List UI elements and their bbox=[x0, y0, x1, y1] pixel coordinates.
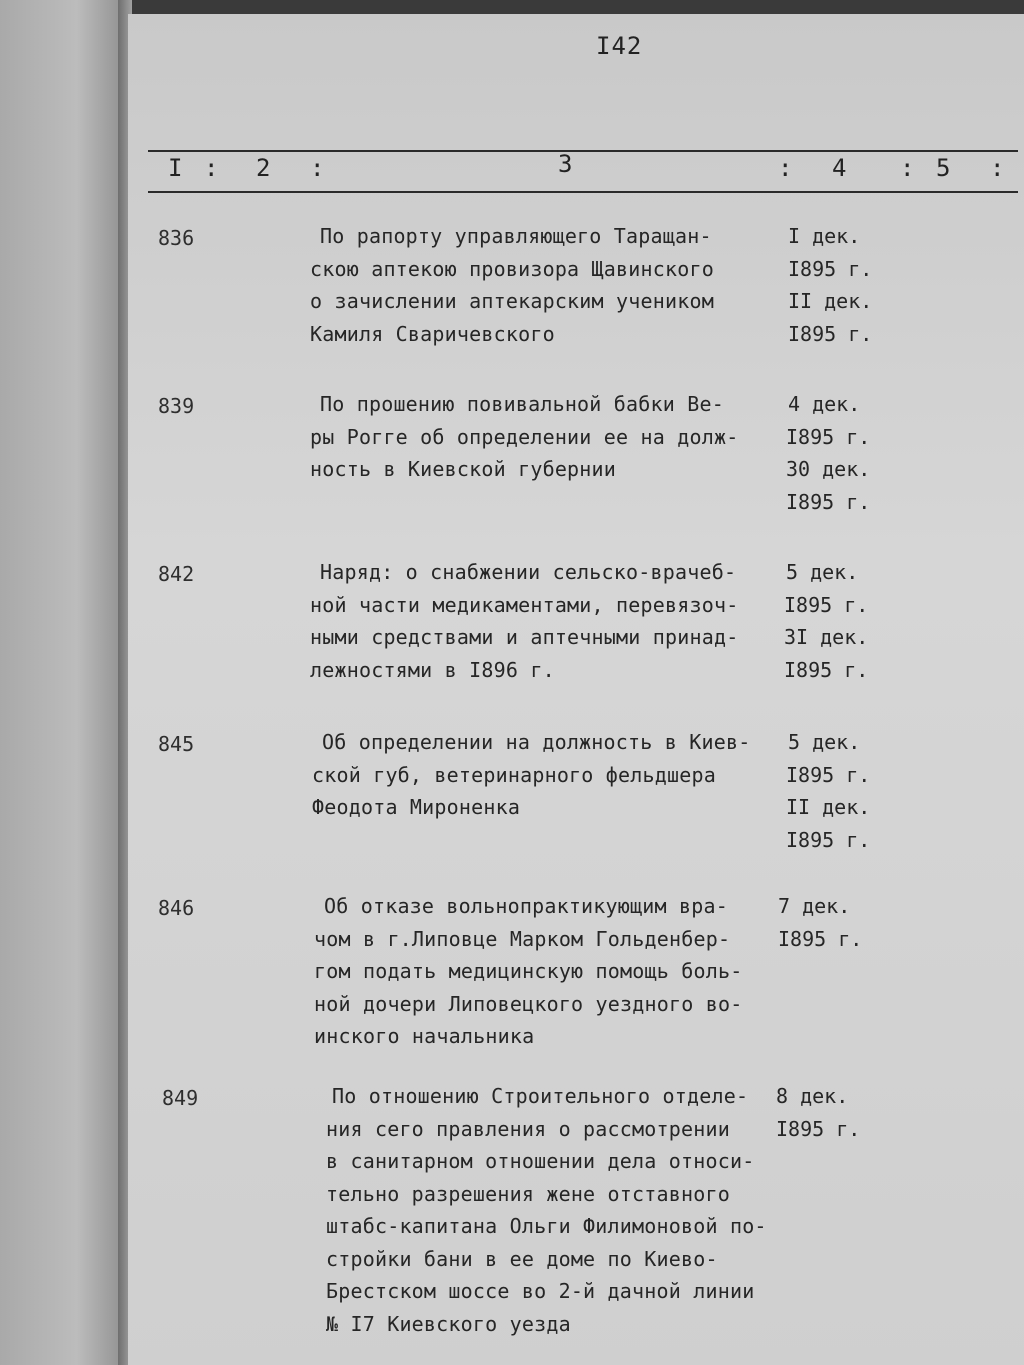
left-page-edge bbox=[0, 0, 128, 1365]
entry-text-line: ры Рогге об определении ее на долж- bbox=[310, 424, 739, 449]
entry-text-line: По прошению повивальной бабки Ве- bbox=[320, 392, 724, 416]
entry-number: 842 bbox=[158, 562, 195, 586]
entry-date: I895 г. bbox=[788, 321, 873, 346]
entry-text-line: Наряд: о снабжении сельско-врачеб- bbox=[320, 560, 737, 584]
entry-text-line: о зачислении аптекарским учеником bbox=[310, 289, 714, 313]
entry-text-line: ными средствами и аптечными принад- bbox=[310, 625, 739, 649]
entry-text-line: гом подать медицинскую помощь боль- bbox=[314, 959, 743, 983]
entry-date: 5 дек. bbox=[786, 560, 859, 584]
entry-text-line: № I7 Киевского уезда bbox=[326, 1311, 571, 1336]
entry-date: II дек. bbox=[788, 289, 873, 313]
entry-date: I895 г. bbox=[786, 762, 871, 787]
entry-date: 8 дек. bbox=[776, 1084, 849, 1108]
column-separator: : bbox=[204, 154, 219, 182]
entry-text-line: инского начальника bbox=[314, 1024, 535, 1048]
entry-date: I895 г. bbox=[784, 657, 869, 682]
column-header-2: 2 bbox=[256, 154, 271, 182]
entry-text-line: Феодота Мироненка bbox=[312, 795, 521, 819]
entry-date: I895 г. bbox=[788, 256, 873, 281]
entry-text-line: ность в Киевской губернии bbox=[310, 457, 617, 481]
entry-date: 7 дек. bbox=[778, 894, 851, 918]
entry-text-line: ния сего правления о рассмотрении bbox=[326, 1116, 730, 1141]
entry-text-line: в санитарном отношении дела относи- bbox=[326, 1149, 755, 1173]
entry-date: 4 дек. bbox=[788, 392, 861, 416]
entry-date: I895 г. bbox=[786, 827, 871, 852]
column-separator: : bbox=[900, 154, 915, 182]
entry-text-line: штабс-капитана Ольги Филимоновой по- bbox=[326, 1214, 767, 1238]
entry-number: 849 bbox=[162, 1086, 199, 1110]
entry-text-line: скою аптекою провизора Щавинского bbox=[310, 256, 714, 281]
entry-date: I895 г. bbox=[776, 1116, 861, 1141]
entry-text-line: чом в г.Липовце Марком Гольденбер- bbox=[314, 926, 731, 951]
column-header-4: 4 bbox=[832, 154, 847, 182]
entry-date: I895 г. bbox=[784, 592, 869, 617]
header-rule-top bbox=[148, 150, 1018, 152]
entry-number: 839 bbox=[158, 394, 195, 418]
entry-number: 846 bbox=[158, 896, 195, 920]
entry-text-line: Камиля Сваричевского bbox=[310, 321, 555, 346]
entry-text-line: ной части медикаментами, перевязоч- bbox=[310, 592, 739, 617]
entry-date: I дек. bbox=[788, 224, 861, 248]
column-header-1: I bbox=[168, 154, 183, 182]
typed-page bbox=[128, 14, 1024, 1365]
entry-number: 845 bbox=[158, 732, 195, 756]
entry-text-line: ной дочери Липовецкого уездного во- bbox=[314, 991, 743, 1016]
entry-date: I895 г. bbox=[786, 489, 871, 514]
entry-text-line: Об определении на должность в Киев- bbox=[322, 730, 751, 754]
entry-text-line: По отношению Строительного отделе- bbox=[332, 1084, 749, 1108]
entry-date: I895 г. bbox=[778, 926, 863, 951]
header-rule-bottom bbox=[148, 191, 1018, 193]
entry-text-line: По рапорту управляющего Таращан- bbox=[320, 224, 712, 248]
page-number: I42 bbox=[596, 32, 643, 60]
entry-text-line: лежностями в I896 г. bbox=[310, 657, 555, 682]
column-separator: : bbox=[310, 154, 325, 182]
column-separator: : bbox=[990, 154, 1005, 182]
entry-date: 30 дек. bbox=[786, 457, 871, 481]
entry-text-line: Об отказе вольнопрактикующим вра- bbox=[324, 894, 728, 918]
entry-date: II дек. bbox=[786, 795, 871, 819]
column-header-5: 5 bbox=[936, 154, 951, 182]
entry-date: I895 г. bbox=[786, 424, 871, 449]
entry-text-line: ской губ, ветеринарного фельдшера bbox=[312, 762, 716, 787]
entry-text-line: Брестском шоссе во 2-й дачной линии bbox=[326, 1279, 755, 1303]
entry-date: 5 дек. bbox=[788, 730, 861, 754]
column-separator: : bbox=[778, 154, 793, 182]
entry-text-line: стройки бани в ее доме по Киево- bbox=[326, 1246, 718, 1271]
entry-number: 836 bbox=[158, 226, 195, 250]
entry-text-line: тельно разрешения жене отставного bbox=[326, 1181, 730, 1206]
entry-date: 3I дек. bbox=[784, 625, 869, 649]
column-header-3: 3 bbox=[558, 150, 573, 178]
